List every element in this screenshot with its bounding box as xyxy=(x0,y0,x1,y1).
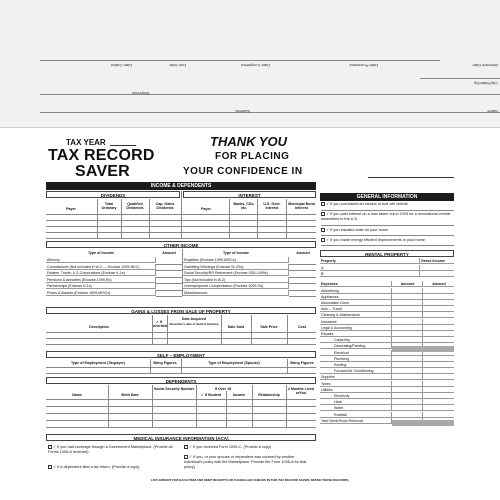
dependents-col-ssn: Social Security Number xyxy=(153,387,195,391)
dependents-col-student: ✓ If Student xyxy=(200,393,222,397)
other-income-commissions: Commissions (Not included in W-2 — Enclose 1099-NEC) xyxy=(46,264,156,270)
self-col-figures-2: Bring Figures xyxy=(290,361,314,365)
general-item-solar-label: ✓ If you installed solar on your home xyxy=(326,228,389,232)
rental-expense-label: Insurance xyxy=(320,319,392,325)
general-item-rv-loan[interactable] xyxy=(321,212,454,226)
interest-header: INTEREST xyxy=(183,191,316,198)
other-income-header: OTHER INCOME xyxy=(46,241,316,248)
rental-prop-b: B. xyxy=(320,271,420,277)
dependents-col-over18: If Over 18 xyxy=(214,387,232,391)
tax-year-label: TAX YEAR xyxy=(66,138,106,147)
other-income-partnerships: Partnerships (Enclose K-1s) xyxy=(46,283,156,289)
flap-label-due-date: Due Date xyxy=(169,63,186,68)
other-income-alimony: Alimony xyxy=(46,257,156,263)
flap-label-date-completed: Date Completed xyxy=(241,63,270,68)
rental-expense-label: Repairs xyxy=(320,331,392,337)
flap-label-date-called: Date Called xyxy=(111,63,132,68)
envelope-flap xyxy=(0,0,500,128)
rental-expense-label: Appliances xyxy=(320,294,392,300)
other-income-prizes: Prizes & Awards (Enclose 1099-MISCs) xyxy=(46,290,156,296)
form-title-line1: TAX RECORD xyxy=(48,147,155,164)
thank-you-heading: THANK YOU xyxy=(210,134,288,149)
checkbox[interactable] xyxy=(321,228,325,232)
medical-item-other-policy[interactable] xyxy=(184,455,314,470)
interest-col-govt: U.S. Govt. Interest xyxy=(263,202,281,210)
general-item-energy[interactable] xyxy=(321,238,454,246)
placing-line: FOR PLACING xyxy=(215,151,290,162)
gains-acquired-note: December's date of death if inherited xyxy=(169,322,219,326)
gains-losses-header: GAINS & LOSSES FROM SALE OF PROPERTY xyxy=(46,307,316,314)
other-income-pensions: Pensions & Annuities (Enclose 1099-Rs) xyxy=(46,277,156,283)
gains-col-inherited: ✓ If Inherited xyxy=(152,320,168,328)
general-item-solar[interactable] xyxy=(321,228,454,236)
rental-expense-label: Electricity xyxy=(320,393,392,399)
rental-expense-label: Rubbish xyxy=(320,412,392,418)
dependents-header: DEPENDENTS xyxy=(46,377,316,384)
checkbox[interactable] xyxy=(184,445,188,449)
rental-expense-label: Roofing xyxy=(320,362,392,368)
dividends-col-payer: Payer xyxy=(66,207,76,211)
dividends-header: DIVIDENDS xyxy=(46,191,180,198)
dividends-col-ordinary: Total Ordinary xyxy=(101,202,117,210)
other-income-gambling: Gambling Winnings (Enclose W-2Gs) xyxy=(183,264,289,270)
rental-prop-b-gross[interactable] xyxy=(420,271,454,277)
general-item-ev-label: ✓ If you purchased an electric or fuel cell vehicle xyxy=(326,202,408,206)
utilities-shaded xyxy=(392,420,454,426)
rental-expense-label: Association Dues xyxy=(320,300,392,306)
gains-col-cost: Cost xyxy=(298,325,306,329)
self-col-taxpayer: Type of Employment (Taxpayer) xyxy=(71,361,125,365)
rental-expense-label: Plumbing xyxy=(320,356,392,362)
other-col-amount-right: Amount xyxy=(296,251,310,255)
general-item-ev[interactable] xyxy=(321,202,454,211)
general-item-energy-label: ✓ If you made energy efficient improvements to your home xyxy=(326,238,425,242)
other-income-royalties: Royalties (Enclose 1099-MISCs) xyxy=(183,257,289,263)
other-income-social-security: Social Security/RR Retirement (Enclose SSA-1099s) xyxy=(183,270,289,276)
form-title-line2: SAVER xyxy=(75,163,130,180)
other-income-estates: Estates, Trusts, & S-Corporations (Enclose K-1s) xyxy=(46,270,156,276)
interest-col-municipal: Municipal Bond Interest xyxy=(288,202,315,210)
rental-prop-a: A. xyxy=(320,265,420,271)
flap-label-date-processed: Date Processed xyxy=(349,63,378,68)
rental-col-amount-a: Amount xyxy=(392,281,423,287)
rental-expense-label: Advertising xyxy=(320,288,392,294)
rental-expense-label: Cleaning & Maintenance xyxy=(320,312,392,318)
preparer-name-field[interactable] xyxy=(368,164,454,178)
footer-note: LIST AMOUNT FOR EACH ITEM AND KEEP RECEIPTS OR CANCELLED CHECKS IN THIS TAX RECORD SAVER. RETAIN THESE RECORDS. xyxy=(150,478,350,482)
rental-expense-label: Utilities xyxy=(320,387,392,393)
checkbox[interactable] xyxy=(48,465,52,469)
rental-col-property: Property xyxy=(320,258,420,264)
self-col-figures-1: Bring Figures xyxy=(153,361,177,365)
gains-col-date-sold: Date Sold xyxy=(227,325,245,329)
income-dependents-bar: INCOME & DEPENDENTS xyxy=(46,182,316,190)
interest-col-banks: Banks, CDs, etc. xyxy=(233,202,255,210)
medical-header: MEDICAL INSURANCE INFORMATION (ACA) xyxy=(46,434,316,441)
rental-expense-label: Taxes xyxy=(320,381,392,387)
rental-expense-label: Water xyxy=(320,405,392,411)
rental-expense-label: Furnace/Air Conditioning xyxy=(320,368,392,374)
checkbox[interactable] xyxy=(48,445,52,449)
repairs-shaded xyxy=(392,346,454,352)
rental-expense-label: Supplies xyxy=(320,374,392,380)
flap-label-address: Address xyxy=(235,109,250,114)
dependents-col-months: # Months Lived w/You xyxy=(287,387,315,395)
dividends-col-qualified: Qualified Dividends xyxy=(126,202,144,210)
rental-prop-a-gross[interactable] xyxy=(420,265,454,271)
rental-expense-label: Yard Work/Snow Removal xyxy=(320,418,392,424)
other-income-tips: Tips (Not included in W-2) xyxy=(183,277,289,283)
self-employment-header: SELF – EMPLOYMENT xyxy=(46,351,316,358)
checkbox[interactable] xyxy=(321,238,325,242)
rental-expense-label: Auto – Travel xyxy=(320,306,392,312)
medical-item-marketplace[interactable] xyxy=(48,445,178,455)
rental-col-amount-b: Amount xyxy=(423,281,454,287)
rental-col-expenses: Expenses xyxy=(320,281,392,287)
general-info-bar: GENERAL INFORMATION xyxy=(320,193,454,201)
rental-expense-label: Legal & Accounting xyxy=(320,325,392,331)
interest-col-payer: Payer xyxy=(201,207,211,211)
checkbox[interactable] xyxy=(321,212,325,216)
flap-label-name: Name xyxy=(487,109,498,114)
other-col-type-left: Type of Income xyxy=(87,251,115,255)
rental-header: RENTAL PROPERTY xyxy=(320,250,454,257)
confidence-line: YOUR CONFIDENCE IN xyxy=(183,166,303,177)
other-col-amount-left: Amount xyxy=(162,251,176,255)
flap-label-telephone: Telephone xyxy=(131,91,150,96)
checkbox[interactable] xyxy=(321,202,325,206)
dependents-col-birth: Birth Date xyxy=(121,393,139,397)
medical-item-marketplace-label: ✓ If you had coverage through a Government Marketplace. (Provide all Forms 1095-A received) xyxy=(48,445,173,454)
other-income-misc: Miscellaneous: xyxy=(183,290,289,296)
rental-expense-label: Decorating/Painting xyxy=(320,343,392,349)
tax-year-field[interactable] xyxy=(110,136,136,146)
dividends-col-capgains: Cap. Gains Dividends xyxy=(155,202,175,210)
rental-col-gross: Gross Income xyxy=(420,258,454,264)
dependents-col-relationship: Relationship xyxy=(258,393,280,397)
medical-item-1095c-label: ✓ If you received Form 1095-C. (Provide a copy) xyxy=(189,445,272,449)
flap-label-city: City/State/Zip xyxy=(473,81,498,86)
medical-item-1095c[interactable] xyxy=(184,445,314,450)
gains-col-sale-price: Sale Price xyxy=(260,325,278,329)
gains-col-description: Description xyxy=(89,325,109,329)
dependents-col-name: Name xyxy=(72,393,82,397)
rental-expense-label: Electrical xyxy=(320,350,392,356)
medical-item-other-policy-label: ✓ If you, or your spouse or dependent was covered by another individual's policy with the Marketplace. Provide the Form 1095-A for that policy) xyxy=(184,455,307,469)
dependents-col-income: Income xyxy=(232,393,246,397)
self-col-spouse: Type of Employment (Spouse) xyxy=(208,361,260,365)
checkbox[interactable] xyxy=(184,455,188,459)
rental-expense-label: Carpentry xyxy=(320,337,392,343)
gains-col-acquired: Date Acquired xyxy=(181,317,207,321)
other-col-type-right: Type of Income xyxy=(222,251,250,255)
general-item-rv-loan-label: ✓ If you paid interest on a loan taken out in 2025 for a recreational vehicle assembled in the U.S. xyxy=(321,212,451,221)
medical-item-dependent[interactable] xyxy=(48,465,178,470)
medical-item-dependent-label: ✓ If a dependent filed a tax return. (Provide a copy) xyxy=(53,465,140,469)
flap-label-interview-date: Interview Date xyxy=(472,63,498,68)
rental-expense-label: Heat xyxy=(320,399,392,405)
other-income-unemployment: Unemployment Compensation (Enclose 1099-Gs) xyxy=(183,283,289,289)
